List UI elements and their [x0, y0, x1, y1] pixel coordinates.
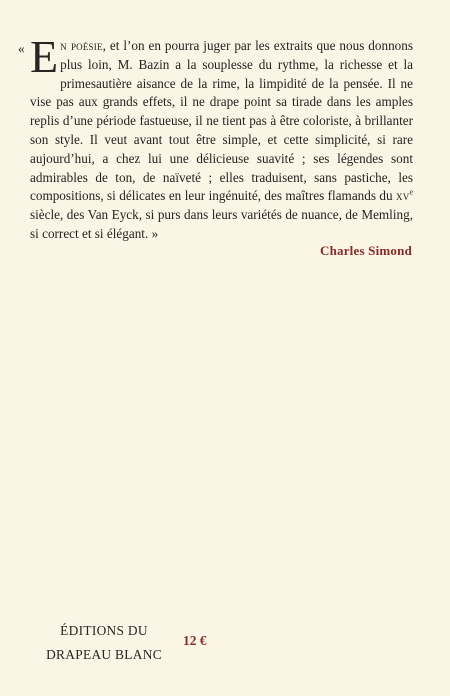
quote-lead-smallcaps: n poésie: [60, 38, 103, 53]
publisher-line-1: ÉDITIONS DU: [60, 623, 148, 638]
publisher-line-2: DRAPEAU BLANC: [46, 647, 162, 662]
price-label: 12 €: [183, 633, 207, 648]
quote-author: Charles Simond: [319, 243, 412, 258]
century-numeral: xv: [396, 188, 410, 204]
back-cover-quote: [18, 31, 413, 244]
publisher-name: [34, 619, 174, 667]
century-superscript: e: [409, 187, 413, 197]
drop-cap-letter: E: [30, 31, 59, 82]
opening-quote-mark: «: [18, 41, 25, 56]
quote-text-part1: , et l’on en pourra juger par les extraits que nous donnons plus loin, M. Bazin a la souplesse du rythme, la richesse et la primesautière aisance de la rime, la limpidité de la pensée. Il ne vise pas aux grands effets, il ne drape point sa tirade dans les amples replis d’une période fastueuse, il ne tient pas à être coloriste, à brillanter son style. Il veut avant tout être simple, et cette simplicité, si rare aujourd’hui, a chez lui une délicieuse suavité ; ses légendes sont admirables de ton, de naïveté ; elles traduisent, sans pastiche, les compositions, si délicates en leur ingénuité, des maîtres flamands du: [30, 38, 413, 204]
quote-text-part2: siècle, des Van Eyck, si purs dans leurs variétés de nuance, de Memling, si correct et si élégant. »: [30, 207, 413, 241]
